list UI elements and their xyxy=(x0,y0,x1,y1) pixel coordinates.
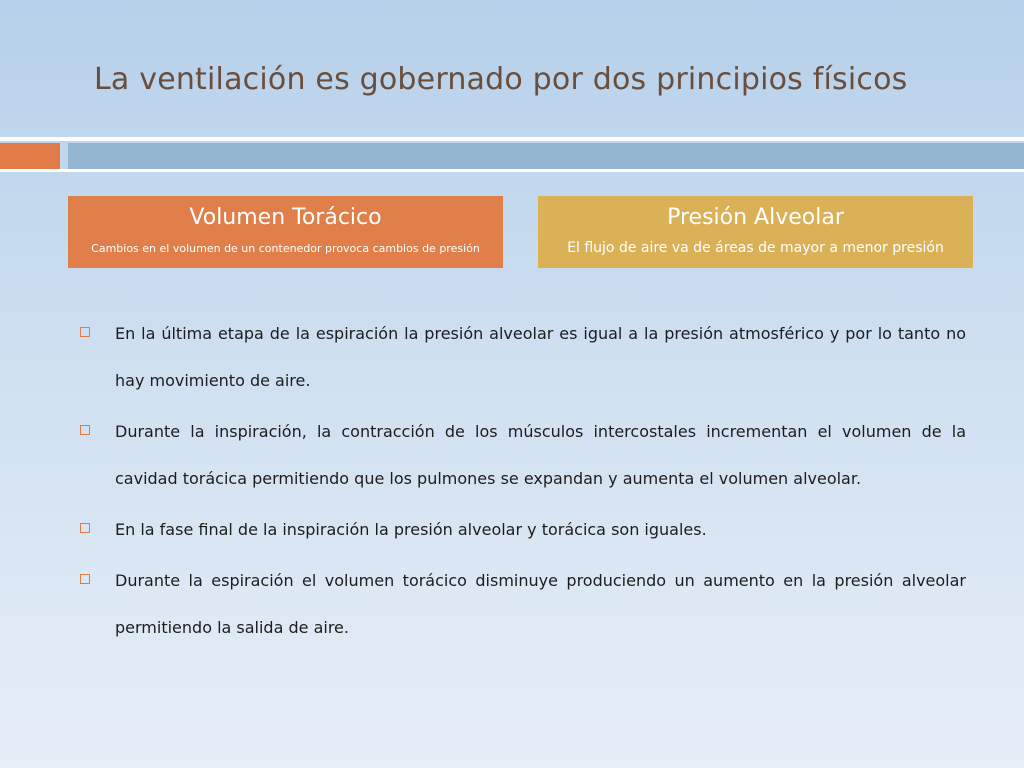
bullet-text: En la última etapa de la espiración la presión alveolar es igual a la presión atmosférico y por lo tanto no hay movimiento de aire. xyxy=(115,324,966,390)
list-item xyxy=(80,557,966,651)
bullet-text: Durante la inspiración, la contracción de los músculos intercostales incrementan el volumen de la cavidad torácica permitiendo que los pulmones se expandan y aumenta el volumen alveolar. xyxy=(115,422,966,488)
bullet-text: Durante la espiración el volumen torácico disminuye produciendo un aumento en la presión alveolar permitiendo la salida de aire. xyxy=(115,571,966,637)
list-item xyxy=(80,506,966,553)
list-item xyxy=(80,408,966,502)
bullet-list xyxy=(80,310,966,655)
card-presion-alveolar xyxy=(538,196,973,268)
square-bullet-icon xyxy=(80,425,90,435)
card-title: Presión Alveolar xyxy=(667,205,844,230)
square-bullet-icon xyxy=(80,574,90,584)
slide-title: La ventilación es gobernado por dos principios físicos xyxy=(94,62,908,97)
card-subtitle: Cambios en el volumen de un contenedor provoca cambios de presión xyxy=(91,242,480,255)
accent-bar-orange xyxy=(0,143,60,169)
list-item xyxy=(80,310,966,404)
header-divider-top xyxy=(0,137,1024,141)
square-bullet-icon xyxy=(80,327,90,337)
accent-bar-blue xyxy=(68,143,1024,169)
card-subtitle: El flujo de aire va de áreas de mayor a menor presión xyxy=(567,240,944,256)
card-volumen-toracico xyxy=(68,196,503,268)
header-divider-bottom xyxy=(0,169,1024,172)
square-bullet-icon xyxy=(80,523,90,533)
bullet-text: En la fase final de la inspiración la presión alveolar y torácica son iguales. xyxy=(115,520,707,539)
card-title: Volumen Torácico xyxy=(189,205,382,230)
